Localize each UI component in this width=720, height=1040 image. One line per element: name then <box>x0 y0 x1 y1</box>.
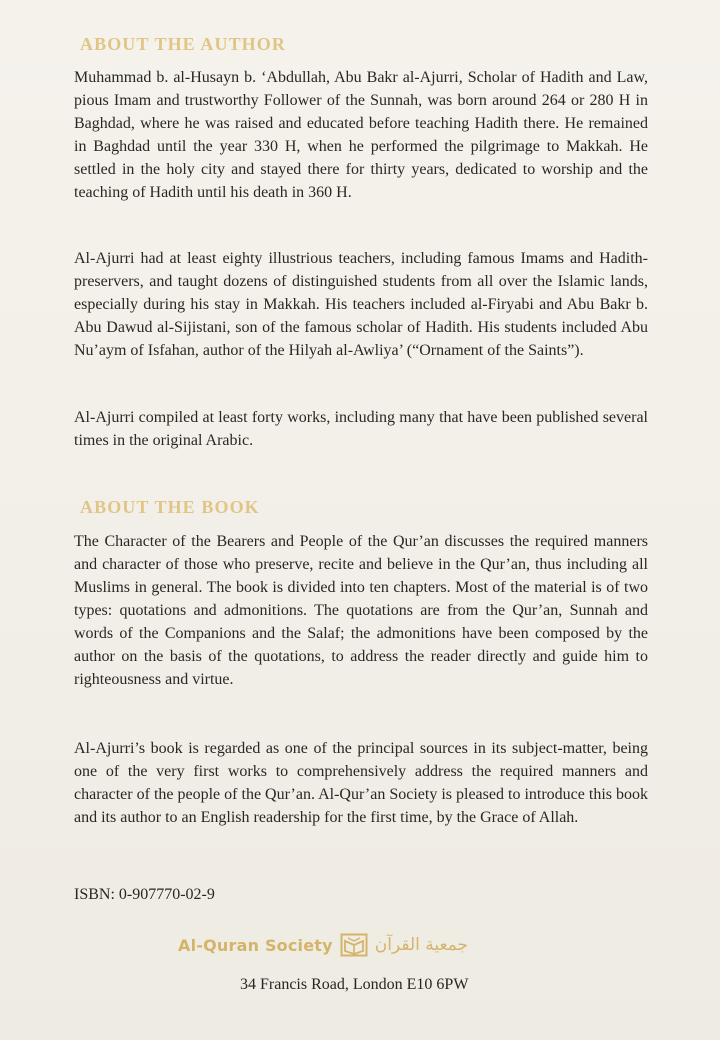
about-author-heading: ABOUT THE AUTHOR <box>80 34 286 54</box>
book-emblem-icon <box>340 933 368 957</box>
publisher-logo <box>178 930 468 960</box>
publisher-address: 34 Francis Road, London E10 6PW <box>240 976 469 993</box>
book-paragraph-2: Al-Ajurri’s book is regarded as one of the principal sources in its subject-matter, being one of the very first works to comprehensively address the required manners and character of the people of the Qur’an. Al-Qur’an Society is pleased to introduce this book and its author to an English readership for the first time, by the Grace of Allah. <box>74 740 648 826</box>
about-book-heading: ABOUT THE BOOK <box>80 497 260 517</box>
author-paragraph-1: Muhammad b. al-Husayn b. ‘Abdullah, Abu Bakr al-Ajurri, Scholar of Hadith and Law, pious Imam and trustworthy Follower of the Sunnah, was born around 264 or 280 H in Baghdad, where he was raised and educated before teaching Hadith there. He remained in Baghdad until the year 330 H, when he performed the pilgrimage to Makkah. He settled in the holy city and stayed there for thirty years, dedicated to worship and the teaching of Hadith until his death in 360 H. <box>74 69 648 201</box>
author-paragraph-2: Al-Ajurri had at least eighty illustrious teachers, including famous Imams and Hadith-preservers, and taught dozens of distinguished students from all over the Islamic lands, especially during his stay in Makkah. His teachers included al-Firyabi and Abu Bakr b. Abu Dawud al-Sijistani, son of the famous scholar of Hadith. His students included Abu Nu’aym of Isfahan, author of the Hilyah al-Awliya’ (“Ornament of the Saints”). <box>74 250 648 359</box>
publisher-name: Al-Quran Society <box>178 935 333 955</box>
isbn-number: ISBN: 0-907770-02-9 <box>74 886 215 903</box>
book-paragraph-1: The Character of the Bearers and People of the Qur’an discusses the required manners and character of those who preserve, recite and believe in the Qur’an, thus including all Muslims in general. The book is divided into ten chapters. Most of the material is of two types: quotations and admonitions. The quotations are from the Qur’an, Sunnah and words of the Companions and the Salaf; the admonitions have been composed by the author on the basis of the quotations, to address the reader directly and guide him to righteousness and virtue. <box>74 533 648 688</box>
publisher-arabic-name: جمعية القرآن <box>374 935 469 955</box>
author-paragraph-3: Al-Ajurri compiled at least forty works, including many that have been published several times in the original Arabic. <box>74 409 648 449</box>
